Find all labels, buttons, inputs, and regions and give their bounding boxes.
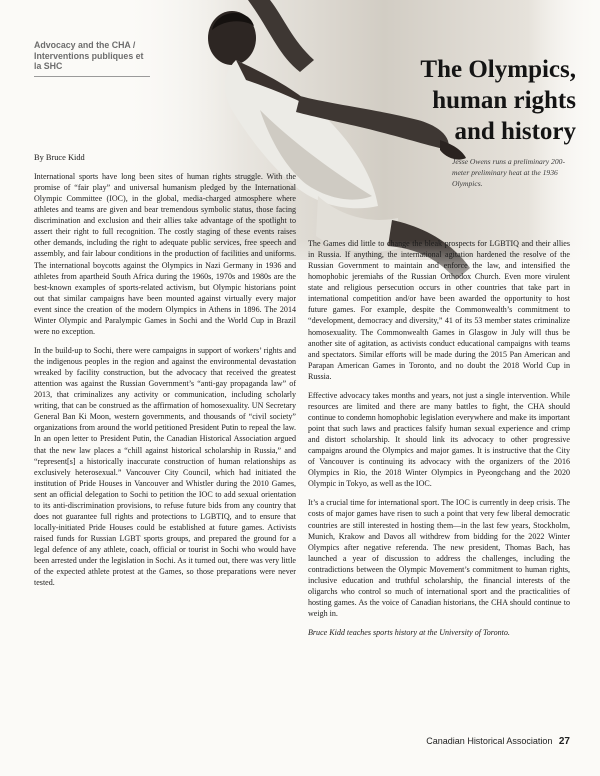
byline: By Bruce Kidd xyxy=(34,153,85,162)
photo-caption: Jesse Owens runs a preliminary 200-meter preliminary heat at the 1936 Olympics. xyxy=(452,157,565,188)
left-column xyxy=(34,171,296,596)
title-line-3: and history xyxy=(454,118,576,145)
page-number: 27 xyxy=(558,736,570,747)
title-line-1: The Olympics, xyxy=(420,56,576,83)
author-bio: Bruce Kidd teaches sports history at the University of Toronto. xyxy=(308,628,510,638)
title-line-2: human rights xyxy=(432,87,576,114)
paragraph: Effective advocacy takes months and years, not just a single intervention. While resources are limited and there are many battles to fight, the CHA should continue to condemn homophobic legislation everywhere and make its important point that such laws and practices falsify human sexual experience and crimp and distort scholarship. It should link its advocacy to other progressive campaigns around the Olympics and major games. It is instructive that the City of Vancouver is continuing its advocacy with the organizers of the 2016 Olympics in Rio, the 2018 Winter Olympics in Pyeongchang and the 2020 Olympic in Tokyo, as well as the IOC. xyxy=(308,390,570,489)
paragraph: International sports have long been sites of human rights struggle. With the promise of “fair play” and universal humanism pledged by the International Olympic Committee (IOC), in the global, media-charged atmosphere where athletes and teams are given and bear tremendous symbolic status, those facing discrimination and exclusion and their allies take advantage of the spotlight to assert their right to full recognition. The costly staging of these events raises other demands, including the right to adequate public services, free speech and assembly, and fair labour conditions in the production of facilities and uniforms. The international boycotts against the Olympics in Nazi Germany in 1936 and athletes from apartheid South Africa during the 1960s, 1970s and 1980s are the best-known examples of sports-related activism, but Olympic historians point out that similar campaigns have been mounted against virtually every major event since the creation of the modern Olympics in Athens in 1896. The 2014 Winter Olympic and Paralympic Games in Sochi and the World Cup in Brazil were no exception. xyxy=(34,172,296,336)
paragraph: The Games did little to change the bleak prospects for LGBTIQ and their allies in Russia. If anything, the international agitation hardened the resolve of the Russian Government to maintain and enforce the law, and intensified the homophobic jeremiahs of the Russian Orthodox Church. Even more virulent state and religious persecution occurs in other countries that take part in international competition and/or have been awarded the opportunity to host future games. For example, despite the Commonwealth’s commitment to “development, democracy and diversity,” 41 of its 53 member states criminalize homosexuality. The Commonwealth Games in Glasgow in July will thus be another site of agitation, as activists conduct educational campaigns with teams and spectators. Similar efforts will be made during the 2015 Pan American and Parapan American Games in Toronto, and no doubt the 2018 World Cup in Russia. xyxy=(308,239,570,381)
page-footer xyxy=(426,736,570,747)
publication-name: Canadian Historical Association xyxy=(426,736,553,746)
article-title xyxy=(276,54,576,147)
right-column xyxy=(308,238,570,646)
section-label: Advocacy and the CHA / Interventions publiques et la SHC xyxy=(34,40,150,77)
paragraph: In the build-up to Sochi, there were campaigns in support of workers’ rights and the indigenous peoples in the region and against the environmental devastation wreaked by facility construction, but the advocacy that received the greatest attention was against the Russian Government’s “anti-gay propaganda law” of 2013, that criminalizes any activity or communication, including scholarly writing, that can be construed as the affirmation of homosexuality. UN Secretary General Ban Ki Moon, western governments, and thousands of “civil society” organizations from around the world petitioned President Putin to repeal the law. In an open letter to President Putin, the Canadian Historical Association argued that the new law places a “chill against historical scholarship in Russia,” and “represent[s] a historically inaccurate construction of human relationships as exclusively heterosexual.” Vancouver City Council, which had initiated the institution of Pride Houses in Vancouver and Whistler during the 2010 Games, sent an official delegation to Sochi to petition the IOC to add sexual orientation to its anti-discrimination provisions, to refuse future bids from any country that does not guarantee full rights and protections to LGBTIQ, and to ensure that locally-initiated Pride Houses could be established at future games. Activists raised funds for Russian LGBT sports groups, and prepared the ground for a legal defence of any athlete, coach, official or tourist in Sochi who would have been arrested under the legislation in Sochi. As it turned out, there was very little of the expected athlete protest at the Games, so those preparations were never tested. xyxy=(34,345,296,588)
paragraph: It’s a crucial time for international sport. The IOC is currently in deep crisis. The costs of major games have risen to such a point that very few liberal democratic countries are still interested in hosting them—in the last few years, Stockholm, Munich, Krakow and Davos all withdrew from bidding for the 2022 Winter Olympics after negative referenda. The new president, Thomas Bach, has launched a year of discussion to address the challenges, including the contradictions between the Olympic Movement’s commitment to human rights, inclusive education and truthful scholarship, the financial interests of the oligarchs who control so much of international sport and the practicalities of hosting games. As the voice of Canadian historians, the CHA should continue to weigh in. xyxy=(308,498,570,618)
